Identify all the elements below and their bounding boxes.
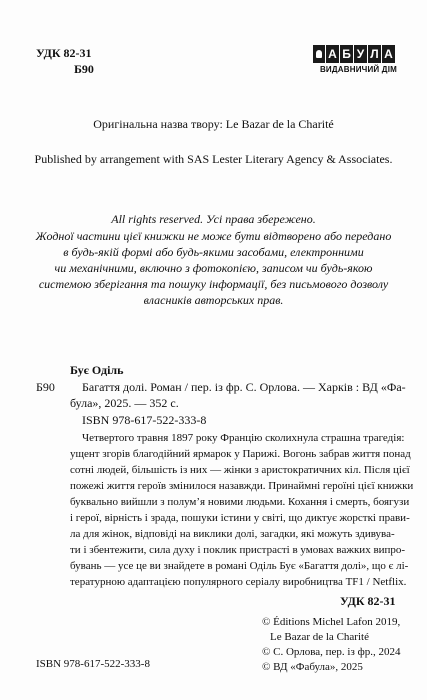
logo-letter: А — [382, 45, 395, 63]
rights-line: власників авторських прав. — [143, 293, 284, 307]
rights-line: системою зберігання та пошуку інформації, без письмового дозволу — [38, 277, 389, 291]
abstract-line: Четвертого травня 1897 року Францію сколихнула страшна трагедія: — [82, 432, 405, 444]
abstract-line: сотні людей, більшість із них — жінки з аристократичних кіл. Після цієї — [70, 464, 410, 476]
catalog-isbn: ISBN 978-617-522-333-8 — [82, 413, 207, 427]
abstract-line: і герої, вірність і зрада, пошуки істини у світі, що диктує жорсткі прави- — [70, 512, 410, 524]
copyright-line: Le Bazar de la Charité — [270, 631, 369, 643]
udk-code: УДК 82-31 — [36, 46, 92, 60]
rights-line: Жодної частини цієї книжки не може бути відтворено або передано — [35, 229, 392, 243]
udk-bottom: УДК 82-31 — [340, 594, 396, 608]
copyright-line: © Éditions Michel Lafon 2019, — [262, 616, 401, 628]
logo-letter: У — [354, 45, 367, 63]
rights-line: чи механічними, включно з фотокопією, записом чи будь-якою — [54, 261, 373, 275]
abstract-line: ти і збентежити, сила духу і поклик пристрасті в умовах важких випро- — [70, 544, 406, 556]
rights-line: в будь-якій формі або будь-якими засобами, електронними — [63, 245, 364, 259]
abstract-line: пожежі життя героїв змінилося назавжди. Принаймні героїні цієї книжки — [70, 480, 414, 492]
catalog-entry-line: була», 2025. — 352 с. — [70, 396, 179, 410]
abstract-line: тературною адаптацією популярного серіалу виробництва TF1 / Netflix. — [70, 576, 407, 588]
publisher-logo — [313, 45, 397, 79]
bbk-code: Б90 — [74, 62, 94, 76]
catalog-author: Бує Оділь — [70, 363, 124, 377]
logo-letter: А — [326, 45, 339, 63]
original-title: Оригінальна назва твору: Le Bazar de la Charité — [93, 117, 334, 131]
fox-icon — [313, 45, 325, 63]
rights-line: All rights reserved. Усі права збережено. — [111, 212, 316, 226]
arrangement-notice: Published by arrangement with SAS Lester Literary Agency & Associates. — [34, 152, 393, 166]
footer-isbn: ISBN 978-617-522-333-8 — [36, 658, 150, 670]
logo-subtitle: ВИДАВНИЧИЙ ДІМ — [319, 65, 397, 74]
logo-letter: Л — [368, 45, 381, 63]
catalog-code: Б90 — [36, 380, 55, 394]
abstract-line: ущент згорів благодійний ярмарок у Парижі. Вогонь забрав життя понад — [70, 448, 411, 460]
copyright-line: © С. Орлова, пер. із фр., 2024 — [262, 646, 401, 658]
copyright-line: © ВД «Фабула», 2025 — [262, 661, 363, 673]
logo-letter: Б — [340, 45, 353, 63]
abstract-line: ла для жінок, відповіді на виклики долі, загадки, які можуть здивува- — [70, 528, 395, 540]
catalog-entry-line: Багаття долі. Роман / пер. із фр. С. Орлова. — Харків : ВД «Фа- — [82, 380, 406, 394]
abstract-line: буквально вийшли з полум’я новими людьми. Кохання і смерть, боягузи — [70, 496, 410, 508]
abstract-line: бувань — усе це ви знайдете в романі Оділь Бує «Багаття долі», що є лі- — [70, 560, 409, 572]
